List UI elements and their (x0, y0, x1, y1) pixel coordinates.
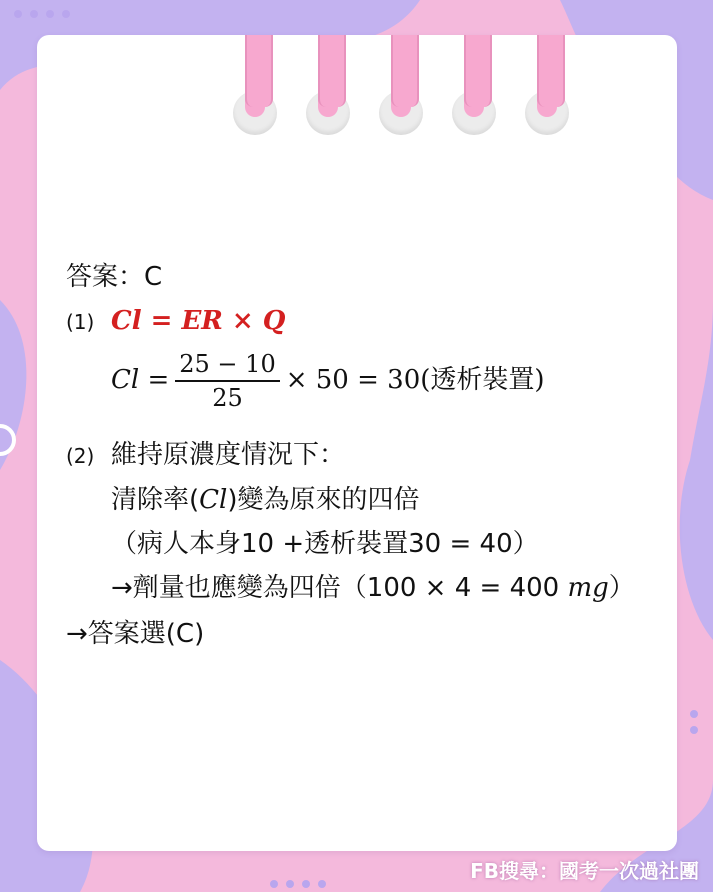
step2-line2 (111, 479, 420, 516)
line4-text-a: →劑量也應變為四倍（100 × 4 = 400 (111, 573, 568, 603)
line2-text-b: )變為原來的四倍 (227, 485, 420, 515)
binder-ring (379, 35, 429, 140)
step2-line4 (111, 567, 635, 604)
step1-number: (1) (66, 310, 95, 334)
binder-ring (306, 35, 356, 140)
line2-text-a: 清除率( (111, 485, 200, 515)
conclusion-line: →答案選(C) (66, 619, 205, 649)
line4-unit: mg (567, 573, 609, 603)
step2-number: (2) (66, 444, 95, 468)
answer-heading: 答案：C (66, 262, 163, 292)
calc-rhs: × 50 = 30(透析裝置) (285, 365, 545, 395)
calc-lhs: Cl = (111, 365, 170, 395)
binder-ring (233, 35, 283, 140)
fraction-numerator: 25 − 10 (175, 350, 279, 382)
step1-formula-line (66, 306, 285, 336)
fraction (175, 350, 279, 412)
step2-heading (66, 434, 345, 471)
line2-variable: Cl (199, 485, 228, 515)
step1-calculation (111, 350, 545, 412)
clearance-formula: Cl = ER × Q (111, 306, 286, 336)
fraction-denominator: 25 (212, 384, 243, 412)
binder-ring (452, 35, 502, 140)
footer-tag: FB搜尋：國考一次過社團 (470, 859, 699, 883)
binder-ring (525, 35, 575, 140)
step2-line3: （病人本身10 +透析裝置30 = 40） (111, 529, 539, 559)
step2-line1: 維持原濃度情況下： (111, 440, 346, 470)
line4-text-b: ） (608, 573, 635, 603)
